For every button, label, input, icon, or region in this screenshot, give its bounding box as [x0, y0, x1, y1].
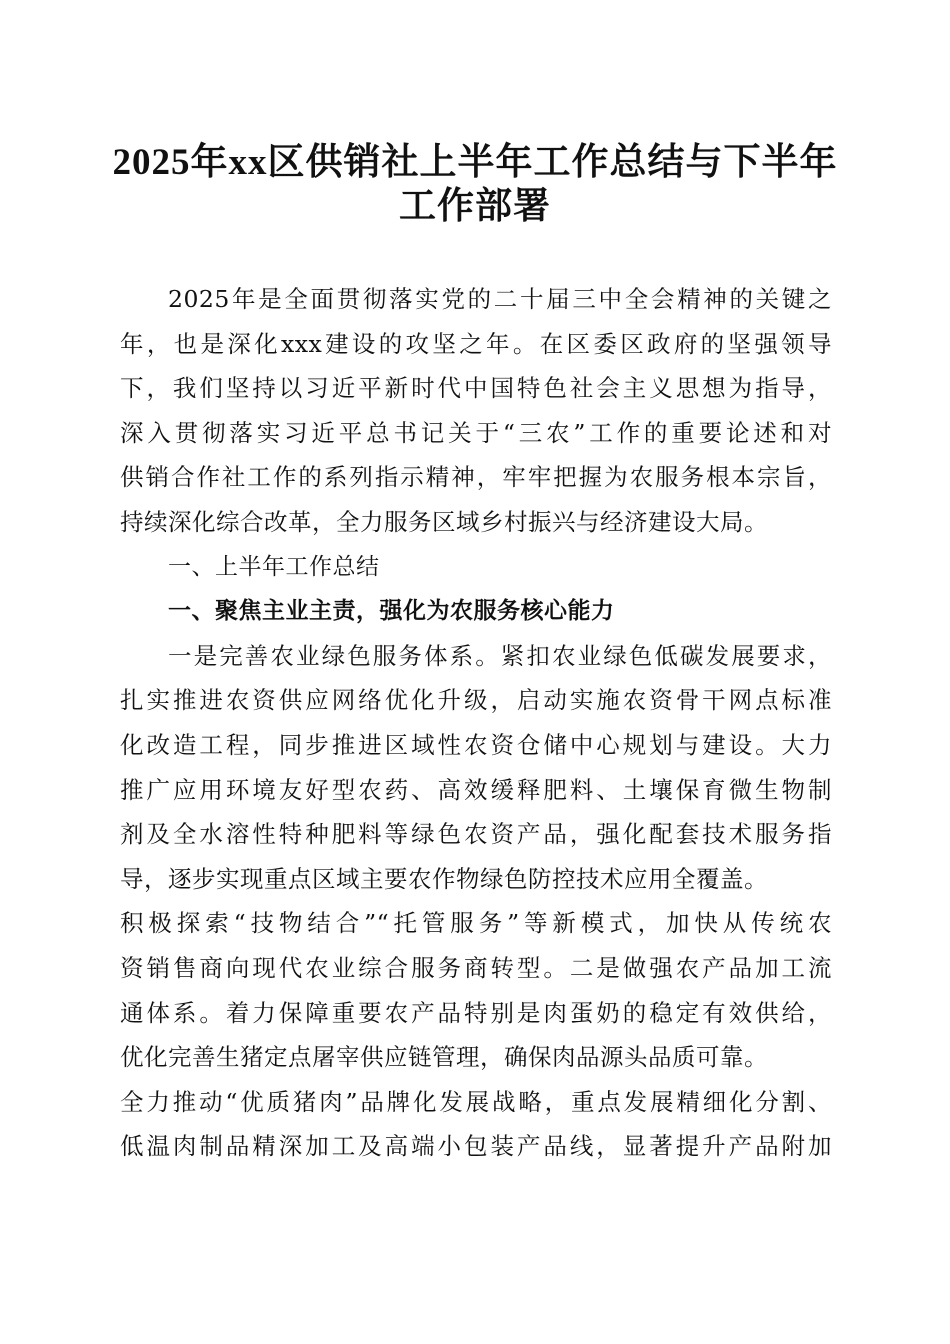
paragraph-line: 持续深化综合改革，全力服务区域乡村振兴与经济建设大局。 — [120, 507, 768, 536]
sub-heading: 一、聚焦主业主责，强化为农服务核心能力 — [168, 598, 615, 625]
paragraph-line: 剂及全水溶性特种肥料等绿色农资产品，强化配套技术服务指 — [120, 820, 832, 849]
paragraph-line: 资销售商向现代农业综合服务商转型。二是做强农产品加工流 — [120, 953, 832, 982]
paragraph-line: 2025年是全面贯彻落实党的二十届三中全会精神的关键之 — [168, 285, 832, 313]
paragraph-line: 导，逐步实现重点区域主要农作物绿色防控技术应用全覆盖。 — [120, 864, 768, 893]
paragraph-line: 年，也是深化xxx建设的攻坚之年。在区委区政府的坚强领导 — [120, 329, 832, 358]
section-heading: 一、上半年工作总结 — [168, 553, 380, 580]
paragraph-line: 供销合作社工作的系列指示精神，牢牢把握为农服务根本宗旨， — [120, 463, 832, 492]
document-title-line-1: 2025年xx区供销社上半年工作总结与下半年 — [112, 142, 838, 183]
paragraph-line: 深入贯彻落实习近平总书记关于“三农”工作的重要论述和对 — [120, 418, 832, 447]
paragraph-line: 一是完善农业绿色服务体系。紧扣农业绿色低碳发展要求， — [168, 641, 832, 670]
paragraph-line: 优化完善生猪定点屠宰供应链管理，确保肉品源头品质可靠。 — [120, 1043, 768, 1072]
paragraph-line: 化改造工程，同步推进区域性农资仓储中心规划与建设。大力 — [120, 730, 832, 759]
document-body — [120, 277, 832, 1169]
paragraph-line: 全力推动“优质猪肉”品牌化发展战略，重点发展精细化分割、 — [120, 1087, 832, 1116]
paragraph-line: 下，我们坚持以习近平新时代中国特色社会主义思想为指导， — [120, 374, 832, 403]
document-title-line-2: 工作部署 — [399, 186, 551, 227]
paragraph-line: 通体系。着力保障重要农产品特别是肉蛋奶的稳定有效供给， — [120, 998, 832, 1027]
paragraph-line: 扎实推进农资供应网络优化升级，启动实施农资骨干网点标准 — [120, 686, 832, 715]
paragraph-line: 积极探索“技物结合”“托管服务”等新模式，加快从传统农 — [120, 909, 832, 938]
paragraph-line: 推广应用环境友好型农药、高效缓释肥料、土壤保育微生物制 — [120, 775, 832, 804]
paragraph-line: 低温肉制品精深加工及高端小包装产品线，显著提升产品附加 — [120, 1132, 832, 1161]
